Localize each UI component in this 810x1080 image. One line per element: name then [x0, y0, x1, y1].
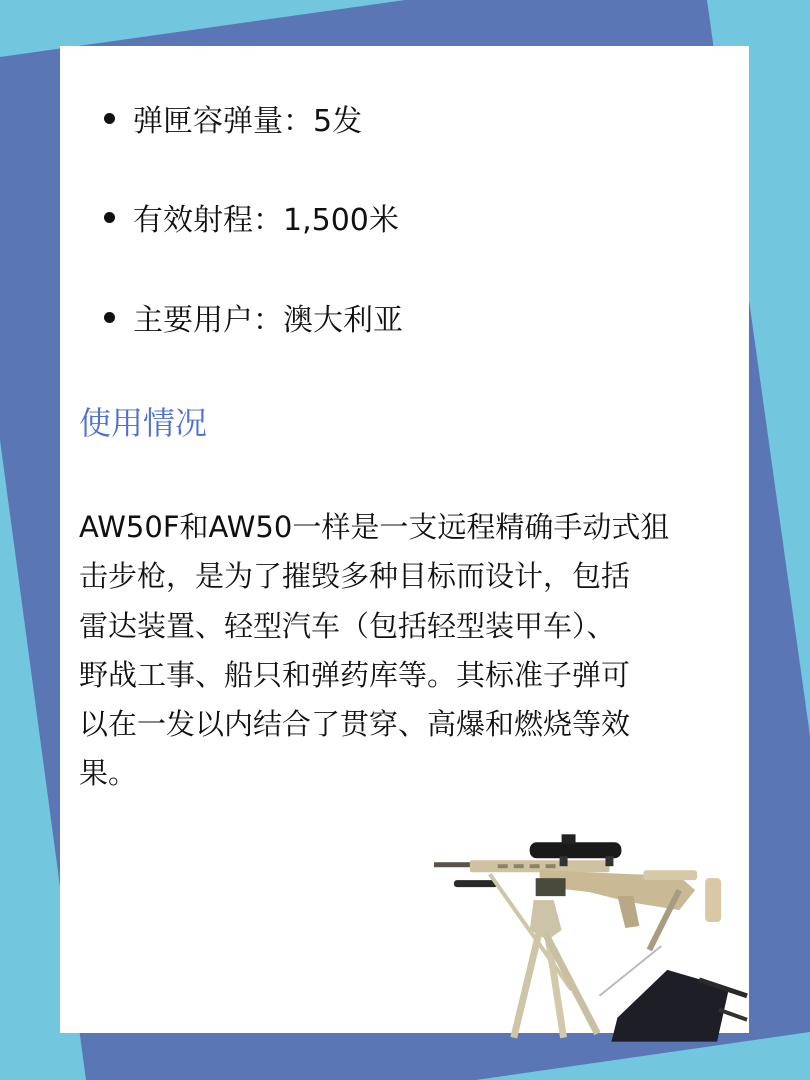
section-body — [79, 503, 739, 799]
spec-text: 主要用户：澳大利亚 — [133, 303, 403, 338]
body-line: 野战工事、船只和弹药库等。其标准子弹可 — [79, 657, 631, 692]
sniper-rifle-image — [430, 830, 749, 1042]
content-card — [60, 46, 749, 1033]
spec-text: 弹匣容弹量：5发 — [133, 104, 363, 139]
spec-item-users — [104, 297, 403, 337]
body-line: AW50F和AW50一样是一支远程精确手动式狙 — [79, 510, 670, 544]
bullet-dot-icon — [104, 113, 115, 124]
bullet-dot-icon — [104, 212, 115, 223]
spec-item-range — [104, 197, 399, 237]
body-line: 雷达装置、轻型汽车（包括轻型装甲车）、 — [79, 608, 616, 643]
body-line: 以在一发以内结合了贯穿、高爆和燃烧等效 — [79, 707, 631, 742]
spec-item-magazine — [104, 98, 362, 138]
body-line: 果。 — [79, 756, 138, 791]
body-line: 击步枪，是为了摧毁多种目标而设计，包括 — [79, 559, 631, 594]
spec-text: 有效射程：1,500米 — [133, 203, 399, 238]
bullet-dot-icon — [104, 312, 115, 323]
section-heading: 使用情况 — [79, 404, 208, 442]
